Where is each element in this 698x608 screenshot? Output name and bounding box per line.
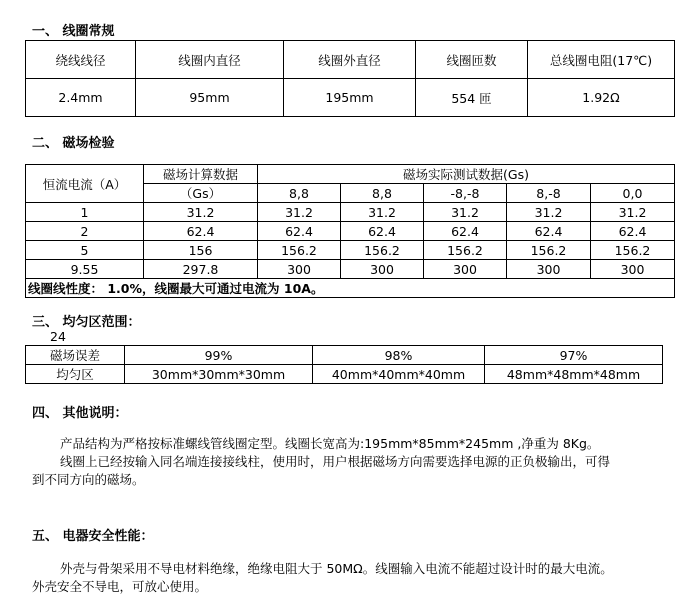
section-3-number: 24 [50, 329, 66, 344]
header-wire-diameter: 绕线线径 [26, 41, 136, 79]
section-3-title: 三、 均匀区范围： [32, 315, 141, 330]
section-4-paragraph-2-line-1: 线圈上已经按输入同名端连接接线柱，使用时，用户根据磁场方向需要选择电源的正负极输出，可得 [60, 454, 611, 469]
cell-measured: 300 [424, 260, 507, 279]
table-row [26, 260, 675, 279]
value-inner-diameter: 95mm [136, 79, 284, 117]
table-row [26, 241, 675, 260]
value-wire-diameter: 2.4mm [26, 79, 136, 117]
cell-zone: 30mm*30mm*30mm [125, 365, 313, 384]
table-row [26, 346, 663, 365]
value-turns: 554 匝 [416, 79, 528, 117]
linearity-note: 线圈线性度： 1.0%，线圈最大可通过电流为 10A。 [26, 279, 675, 298]
cell-measured: 156.2 [507, 241, 591, 260]
cell-measured: 300 [341, 260, 424, 279]
section-4-title: 四、 其他说明： [32, 406, 128, 421]
table-note-row [26, 279, 675, 298]
section-4-paragraph-2-line-2: 到不同方向的磁场。 [32, 472, 145, 487]
cell-calc: 156 [144, 241, 258, 260]
header-calc: 磁场计算数据 [144, 165, 258, 184]
table-row [26, 365, 663, 384]
table-row [26, 203, 675, 222]
cell-error: 99% [125, 346, 313, 365]
cell-measured: 31.2 [341, 203, 424, 222]
header-calc-unit: （Gs） [144, 184, 258, 203]
value-outer-diameter: 195mm [284, 79, 416, 117]
table-row [26, 222, 675, 241]
header-inner-diameter: 线圈内直径 [136, 41, 284, 79]
position-label: 8,8 [258, 184, 341, 203]
cell-zone: 48mm*48mm*48mm [485, 365, 663, 384]
field-test-table [25, 164, 675, 298]
section-5-paragraph-line-1: 外壳与骨架采用不导电材料绝缘，绝缘电阻大于 50MΩ。线圈输入电流不能超过设计时的最大电流。 [60, 561, 613, 576]
cell-measured: 31.2 [424, 203, 507, 222]
header-resistance: 总线圈电阻(17℃) [528, 41, 675, 79]
cell-measured: 156.2 [258, 241, 341, 260]
header-measured: 磁场实际测试数据(Gs) [258, 165, 675, 184]
cell-current: 9.55 [26, 260, 144, 279]
position-label: 8,-8 [507, 184, 591, 203]
cell-measured: 300 [507, 260, 591, 279]
cell-error: 97% [485, 346, 663, 365]
cell-measured: 31.2 [507, 203, 591, 222]
header-turns: 线圈匝数 [416, 41, 528, 79]
table-row [26, 79, 675, 117]
header-current: 恒流电流（A） [26, 165, 144, 203]
section-4-paragraph-1: 产品结构为严格按标准螺线管线圈定型。线圈长宽高为:195mm*85mm*245mm ,净重为 8Kg。 [60, 436, 600, 451]
cell-measured: 31.2 [591, 203, 675, 222]
position-label: 8,8 [341, 184, 424, 203]
cell-current: 5 [26, 241, 144, 260]
cell-zone: 40mm*40mm*40mm [313, 365, 485, 384]
cell-measured: 300 [591, 260, 675, 279]
value-resistance: 1.92Ω [528, 79, 675, 117]
table-header-row [26, 165, 675, 184]
section-5-paragraph-line-2: 外壳安全不导电，可放心使用。 [32, 579, 208, 594]
cell-measured: 62.4 [507, 222, 591, 241]
cell-measured: 62.4 [341, 222, 424, 241]
table-header-row [26, 41, 675, 79]
section-5-title: 五、 电器安全性能： [32, 529, 154, 544]
cell-current: 1 [26, 203, 144, 222]
cell-measured: 62.4 [591, 222, 675, 241]
coil-spec-table [25, 40, 675, 117]
uniform-zone-table [25, 345, 663, 384]
cell-calc: 297.8 [144, 260, 258, 279]
section-2-title: 二、 磁场检验 [32, 136, 115, 151]
cell-error: 98% [313, 346, 485, 365]
row-label-uniform-zone: 均匀区 [26, 365, 125, 384]
cell-measured: 300 [258, 260, 341, 279]
header-outer-diameter: 线圈外直径 [284, 41, 416, 79]
cell-current: 2 [26, 222, 144, 241]
row-label-field-error: 磁场误差 [26, 346, 125, 365]
cell-calc: 62.4 [144, 222, 258, 241]
cell-measured: 156.2 [341, 241, 424, 260]
position-label: -8,-8 [424, 184, 507, 203]
cell-measured: 62.4 [424, 222, 507, 241]
position-label: 0,0 [591, 184, 675, 203]
cell-calc: 31.2 [144, 203, 258, 222]
cell-measured: 156.2 [424, 241, 507, 260]
cell-measured: 62.4 [258, 222, 341, 241]
section-1-title: 一、 线圈常规 [32, 24, 115, 39]
cell-measured: 31.2 [258, 203, 341, 222]
cell-measured: 156.2 [591, 241, 675, 260]
